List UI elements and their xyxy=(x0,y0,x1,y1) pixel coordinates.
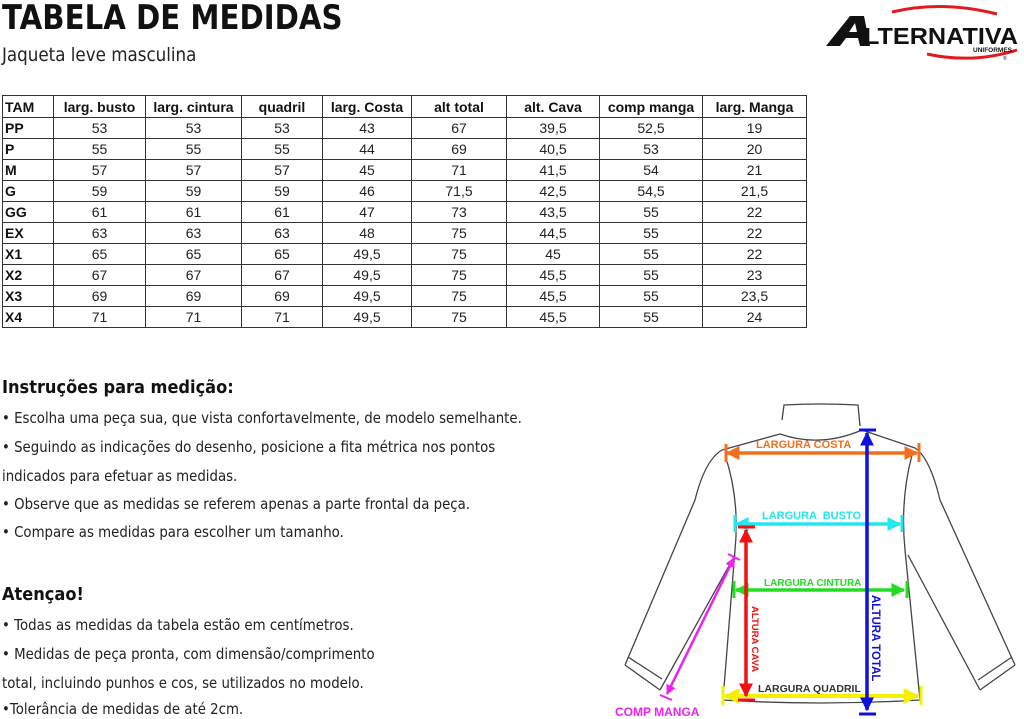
measurement-cell: 49,5 xyxy=(323,244,412,265)
jacket-left-sleeve-outer xyxy=(625,450,722,665)
logo-swoosh-top xyxy=(892,6,997,14)
measurement-cell: 67 xyxy=(54,265,146,286)
measurement-cell: 63 xyxy=(146,223,242,244)
measurement-cell: 42,5 xyxy=(507,181,600,202)
column-header: TAM xyxy=(3,96,54,118)
size-table xyxy=(2,95,807,328)
table-row xyxy=(3,307,807,328)
measurement-cell: 55 xyxy=(146,139,242,160)
measurement-cell: 45,5 xyxy=(507,307,600,328)
measurement-cell: 57 xyxy=(146,160,242,181)
largura-quadril-label: LARGURA QUADRIL xyxy=(758,683,861,695)
alternativa-logo xyxy=(822,2,1022,62)
measurement-cell: 20 xyxy=(703,139,807,160)
size-table-body xyxy=(3,118,807,328)
measurement-cell: 44,5 xyxy=(507,223,600,244)
measurement-cell: 65 xyxy=(146,244,242,265)
page-subtitle: Jaqueta leve masculina xyxy=(2,44,197,66)
size-label-cell: G xyxy=(3,181,54,202)
page-title: TABELA DE MEDIDAS xyxy=(2,0,343,38)
jacket-right-shoulder xyxy=(862,430,915,448)
measurement-cell: 53 xyxy=(146,118,242,139)
measurement-cell: 19 xyxy=(703,118,807,139)
measurement-cell: 71 xyxy=(242,307,323,328)
measurement-cell: 69 xyxy=(146,286,242,307)
measurement-cell: 61 xyxy=(242,202,323,223)
measurement-cell: 52,5 xyxy=(600,118,703,139)
table-row xyxy=(3,139,807,160)
logo-tagline: UNIFORMES xyxy=(973,47,1012,54)
jacket-right-side xyxy=(904,455,920,700)
measurement-cell: 49,5 xyxy=(323,307,412,328)
jacket-right-sleeve-outer xyxy=(915,448,1015,665)
measurement-cell: 41,5 xyxy=(507,160,600,181)
measurement-cell: 69 xyxy=(412,139,507,160)
attention-heading: Atençao! xyxy=(2,584,84,605)
altura-total-measure xyxy=(859,430,881,714)
column-header: alt. Cava xyxy=(507,96,600,118)
largura-costa-label: LARGURA COSTA xyxy=(756,439,852,451)
measurement-cell: 55 xyxy=(600,223,703,244)
altura-cava-measure xyxy=(738,527,760,700)
table-row xyxy=(3,244,807,265)
instruction-line: • Compare as medidas para escolher um tamanho. xyxy=(2,523,344,541)
size-label-cell: M xyxy=(3,160,54,181)
measurement-cell: 55 xyxy=(600,244,703,265)
column-header: larg. Costa xyxy=(323,96,412,118)
jacket-right-sleeve-cuff xyxy=(978,657,1015,690)
measurement-cell: 67 xyxy=(146,265,242,286)
measurement-cell: 55 xyxy=(600,202,703,223)
instruction-line: indicados para efetuar as medidas. xyxy=(2,467,238,485)
measurement-cell: 24 xyxy=(703,307,807,328)
measurement-cell: 75 xyxy=(412,307,507,328)
measurement-cell: 69 xyxy=(242,286,323,307)
attention-line: total, incluindo punhos e cos, se utilizados no modelo. xyxy=(2,674,364,692)
measurement-cell: 57 xyxy=(242,160,323,181)
measurement-cell: 67 xyxy=(242,265,323,286)
measurement-cell: 67 xyxy=(412,118,507,139)
table-row xyxy=(3,223,807,244)
comp-manga-tick-bottom xyxy=(660,695,672,700)
attention-line: • Todas as medidas da tabela estão em centímetros. xyxy=(2,616,354,634)
measurement-cell: 65 xyxy=(54,244,146,265)
measurement-cell: 71 xyxy=(146,307,242,328)
table-row xyxy=(3,160,807,181)
measurement-cell: 43,5 xyxy=(507,202,600,223)
largura-costa-measure xyxy=(726,439,919,462)
measurement-cell: 53 xyxy=(54,118,146,139)
measurement-cell: 59 xyxy=(54,181,146,202)
measurement-cell: 45,5 xyxy=(507,265,600,286)
size-label-cell: X1 xyxy=(3,244,54,265)
measurement-cell: 54 xyxy=(600,160,703,181)
measurement-cell: 65 xyxy=(242,244,323,265)
largura-cintura-label: LARGURA CINTURA xyxy=(764,578,862,589)
jacket-collar xyxy=(782,404,860,426)
measurement-cell: 21 xyxy=(703,160,807,181)
measurement-cell: 55 xyxy=(242,139,323,160)
measurement-cell: 53 xyxy=(242,118,323,139)
logo-brand: LTERNATIVA xyxy=(864,23,1018,49)
measurement-cell: 59 xyxy=(242,181,323,202)
comp-manga-label: COMP MANGA xyxy=(615,705,700,719)
measurement-cell: 22 xyxy=(703,223,807,244)
jacket-measurement-diagram xyxy=(600,400,1024,719)
measurement-cell: 71,5 xyxy=(412,181,507,202)
column-header: comp manga xyxy=(600,96,703,118)
measurement-cell: 63 xyxy=(242,223,323,244)
attention-line: • Medidas de peça pronta, com dimensão/comprimento xyxy=(2,645,375,663)
measurement-cell: 75 xyxy=(412,244,507,265)
measurement-cell: 47 xyxy=(323,202,412,223)
table-row xyxy=(3,181,807,202)
measurement-cell: 45 xyxy=(507,244,600,265)
table-row xyxy=(3,286,807,307)
measurement-cell: 71 xyxy=(54,307,146,328)
measurement-cell: 23,5 xyxy=(703,286,807,307)
jacket-right-sleeve-inner xyxy=(908,555,980,690)
measurement-cell: 59 xyxy=(146,181,242,202)
size-label-cell: P xyxy=(3,139,54,160)
measurement-cell: 48 xyxy=(323,223,412,244)
instruction-line: • Escolha uma peça sua, que vista confortavelmente, de modelo semelhante. xyxy=(2,409,522,427)
instruction-line: • Seguindo as indicações do desenho, posicione a fita métrica nos pontos xyxy=(2,438,496,456)
size-label-cell: PP xyxy=(3,118,54,139)
altura-cava-label: ALTURA CAVA xyxy=(749,606,760,673)
measurement-cell: 55 xyxy=(54,139,146,160)
table-row xyxy=(3,118,807,139)
measurement-cell: 49,5 xyxy=(323,286,412,307)
measurement-cell: 45 xyxy=(323,160,412,181)
size-label-cell: X4 xyxy=(3,307,54,328)
largura-busto-measure xyxy=(735,510,902,532)
measurement-cell: 54,5 xyxy=(600,181,703,202)
column-header: larg. Manga xyxy=(703,96,807,118)
column-header: alt total xyxy=(412,96,507,118)
table-row xyxy=(3,265,807,286)
comp-manga-arrow xyxy=(667,558,734,694)
measurement-cell: 44 xyxy=(323,139,412,160)
measurement-cell: 73 xyxy=(412,202,507,223)
measurement-cell: 23 xyxy=(703,265,807,286)
size-label-cell: GG xyxy=(3,202,54,223)
measurement-cell: 22 xyxy=(703,202,807,223)
measurement-cell: 75 xyxy=(412,286,507,307)
size-label-cell: X2 xyxy=(3,265,54,286)
measurement-cell: 39,5 xyxy=(507,118,600,139)
measurement-cell: 45,5 xyxy=(507,286,600,307)
measurement-cell: 69 xyxy=(54,286,146,307)
instructions-heading: Instruções para medição: xyxy=(2,377,234,398)
size-label-cell: X3 xyxy=(3,286,54,307)
column-header: larg. busto xyxy=(54,96,146,118)
measurement-cell: 63 xyxy=(54,223,146,244)
instruction-line: • Observe que as medidas se referem apenas a parte frontal da peça. xyxy=(2,495,471,513)
measurement-cell: 43 xyxy=(323,118,412,139)
measurement-cell: 55 xyxy=(600,265,703,286)
measurement-cell: 46 xyxy=(323,181,412,202)
measurement-cell: 61 xyxy=(54,202,146,223)
measurement-cell: 40,5 xyxy=(507,139,600,160)
measurement-cell: 75 xyxy=(412,223,507,244)
measurement-cell: 22 xyxy=(703,244,807,265)
jacket-left-sleeve-cuff xyxy=(625,657,662,690)
measurement-cell: 21,5 xyxy=(703,181,807,202)
column-header: larg. cintura xyxy=(146,96,242,118)
measurement-cell: 49,5 xyxy=(323,265,412,286)
attention-line: •Tolerância de medidas de até 2cm. xyxy=(2,700,244,718)
jacket-left-sleeve-inner xyxy=(660,555,735,690)
measurement-cell: 75 xyxy=(412,265,507,286)
size-label-cell: EX xyxy=(3,223,54,244)
measurement-cell: 71 xyxy=(412,160,507,181)
column-header: quadril xyxy=(242,96,323,118)
altura-total-label: ALTURA TOTAL xyxy=(869,595,881,682)
measurement-cell: 57 xyxy=(54,160,146,181)
measurement-cell: 55 xyxy=(600,307,703,328)
size-table-header xyxy=(3,96,807,118)
table-row xyxy=(3,202,807,223)
measurement-cell: 53 xyxy=(600,139,703,160)
measurement-cell: 61 xyxy=(146,202,242,223)
logo-registered-mark: ® xyxy=(1003,56,1007,62)
largura-busto-label: LARGURA BUSTO xyxy=(762,510,861,522)
measurement-cell: 55 xyxy=(600,286,703,307)
